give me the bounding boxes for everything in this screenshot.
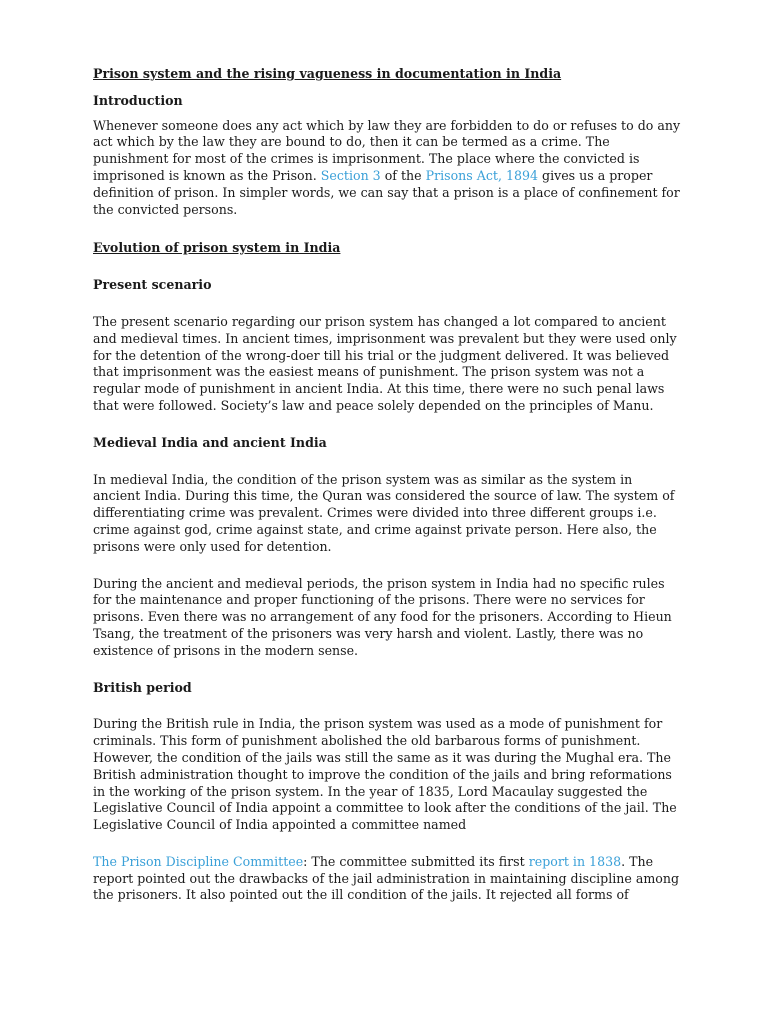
introduction-paragraph [93,118,683,219]
british-period-heading: British period [93,679,192,695]
medieval-paragraph-1: In medieval India, the condition of the prison system was as similar as the system in ancient India. During this time, the Quran was considered the source of law. The system of differentiating crime was prevalent. Crimes were divided into three different groups i.e. crime against god, crime against state, and crime against private person. Here also, the prisons were only used for detention. [93,471,675,554]
report-1838-link[interactable]: report in 1838 [528,853,622,869]
introduction-text-start: Whenever someone does any act which by law they are forbidden to do or refuses to do any act which by the law they are bound to do, then it can be termed as a crime. The punishment for most of the crimes is imprisonment. The place where the convicted is imprisoned is known as the Prison. [93,117,681,183]
document-title: Prison system and the rising vagueness in documentation in India [93,66,562,81]
medieval-paragraph-2: During the ancient and medieval periods, the prison system in India had no specific rules for the maintenance and proper functioning of the prisons. There were no services for prisons. Even there was no arrangement of any food for the prisoners. According to Hieun Tsang, the treatment of the prisoners was very harsh and violent. Lastly, there was no existence of prisons in the modern sense. [93,575,672,658]
british-paragraph-2 [93,854,683,904]
introduction-text-end: gives us a proper definition of prison. In simpler words, we can say that a prison is a place of confinement for the convicted persons. [93,167,680,217]
section-3-link[interactable]: Section 3 [320,167,381,183]
document-page [93,66,683,904]
prisons-act-link[interactable]: Prisons Act, 1894 [425,167,539,183]
report-text: . The report pointed out the drawbacks of the jail administration in maintaining discipline among the prisoners. It also pointed out the ill condition of the jails. It rejected all forms of [93,853,680,903]
present-scenario-paragraph: The present scenario regarding our prison system has changed a lot compared to ancient and medieval times. In ancient times, imprisonment was prevalent but they were used only for the detention of the wrong-doer till his trial or the judgment delivered. It was believed that imprisonment was the easiest means of punishment. The prison system was not a regular mode of punishment in ancient India. At this time, there were no such penal laws that were followed. Society’s law and peace solely depended on the principles of Manu. [93,313,677,413]
introduction-text-middle: of the [380,167,426,183]
committee-text: : The committee submitted its first [303,853,529,869]
present-scenario-heading: Present scenario [93,277,212,293]
medieval-heading: Medieval India and ancient India [93,434,327,450]
british-paragraph-1: During the British rule in India, the prison system was used as a mode of punishment for criminals. This form of punishment abolished the old barbarous forms of punishment. However, the condition of the jails was still the same as it was during the Mughal era. The British administration thought to improve the condition of the jails and bring reformations in the working of the prison system. In the year of 1835, Lord Macaulay suggested the Legislative Council of India appoint a committee to look after the conditions of the jail. The Legislative Council of India appointed a committee named [93,716,677,833]
introduction-heading: Introduction [93,92,183,108]
prison-discipline-committee-link[interactable]: The Prison Discipline Committee [93,853,304,869]
evolution-heading: Evolution of prison system in India [93,240,341,256]
